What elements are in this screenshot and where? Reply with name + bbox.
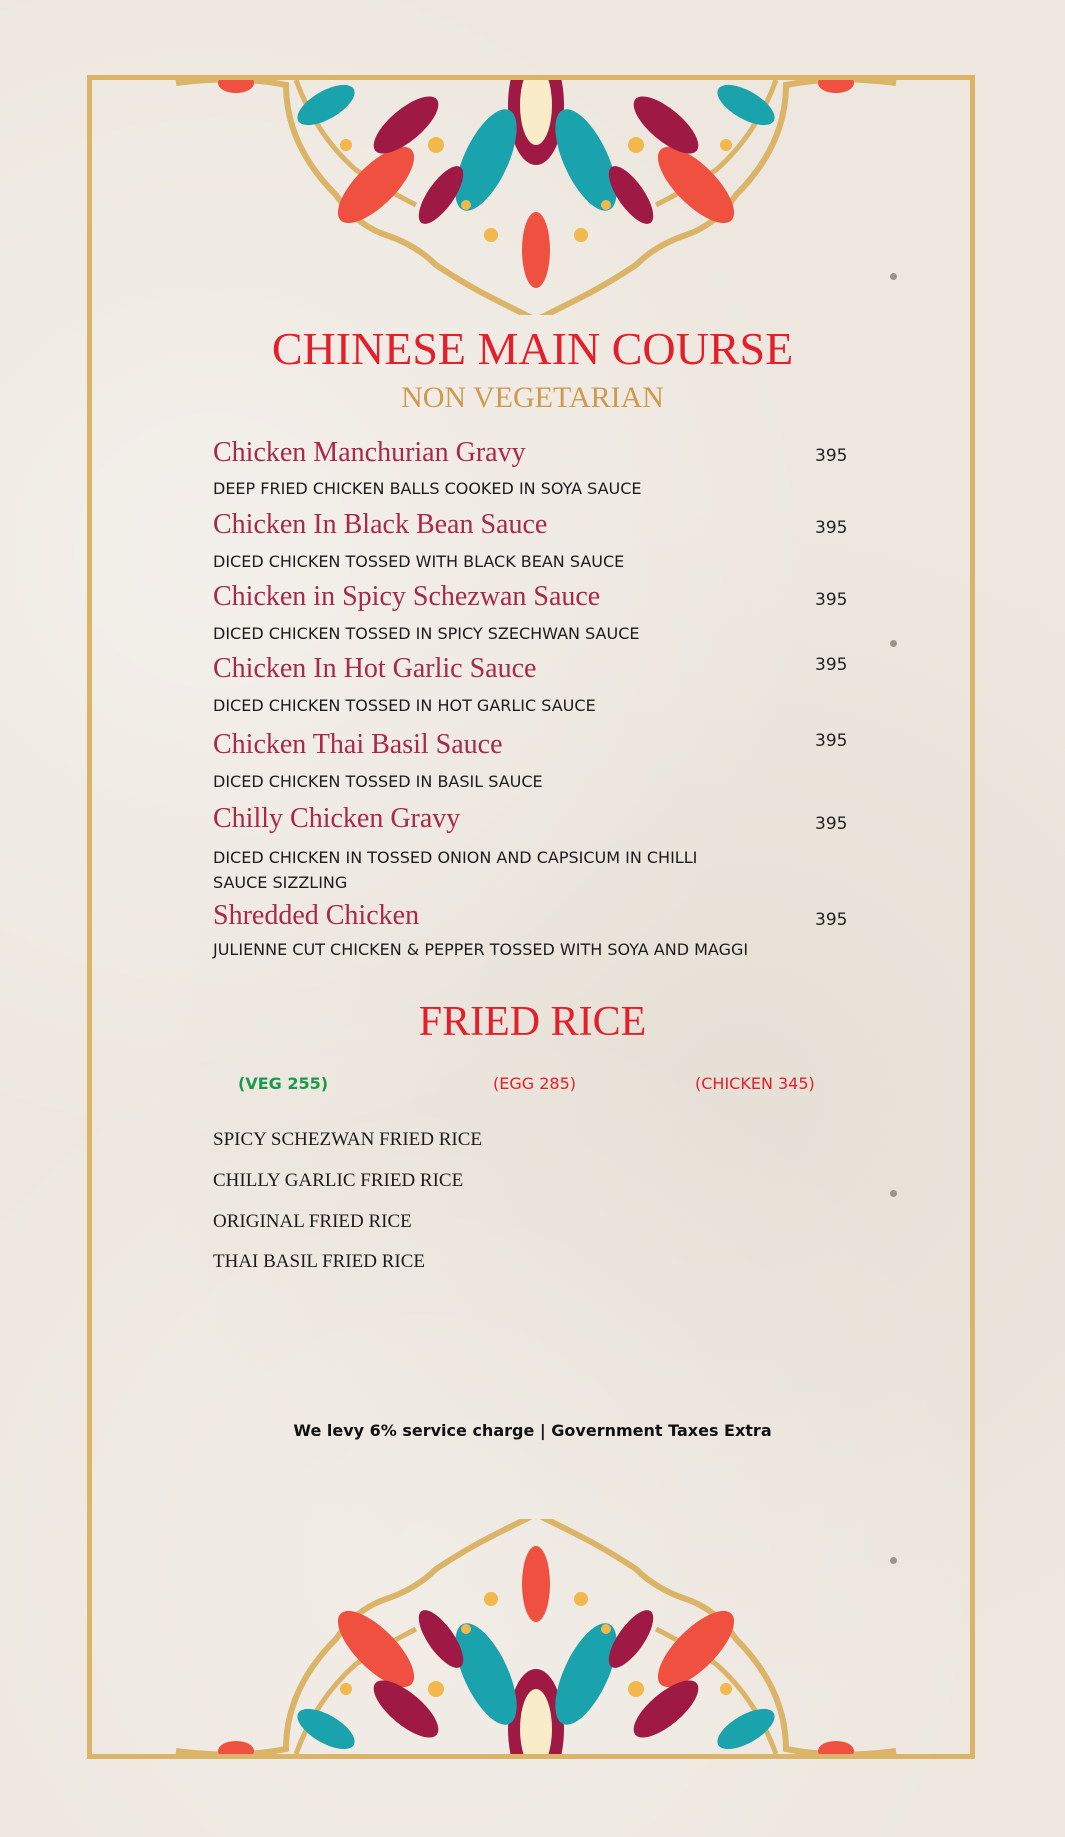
menu-item-name: Chicken In Hot Garlic Sauce	[213, 653, 537, 684]
menu-item-price: 395	[815, 910, 848, 930]
paper-speck	[890, 1190, 897, 1197]
menu-item-description: DICED CHICKEN TOSSED IN SPICY SZECHWAN SAUCE	[213, 624, 640, 643]
menu-subtitle: NON VEGETARIAN	[401, 381, 664, 414]
menu-item-name: Chilly Chicken Gravy	[213, 803, 461, 834]
menu-item-name: Chicken in Spicy Schezwan Sauce	[213, 581, 601, 612]
mandala-bottom-decoration	[92, 1519, 975, 1759]
menu-item-price: 395	[815, 590, 848, 610]
menu-item-name: Shredded Chicken	[213, 900, 420, 931]
menu-item-description: DICED CHICKEN TOSSED IN HOT GARLIC SAUCE	[213, 696, 596, 715]
menu-item-price: 395	[815, 655, 848, 675]
menu-item-price: 395	[815, 446, 848, 466]
menu-title: CHINESE MAIN COURSE	[271, 323, 794, 374]
menu-item-name: Chicken Manchurian Gravy	[213, 437, 526, 468]
menu-item-description: DICED CHICKEN TOSSED IN BASIL SAUCE	[213, 772, 543, 791]
fried-rice-title: FRIED RICE	[418, 999, 647, 1045]
menu-item-price: 395	[815, 731, 848, 751]
menu-item-description: DICED CHICKEN IN TOSSED ONION AND CAPSICUM IN CHILLI SAUCE SIZZLING	[213, 848, 698, 892]
fried-rice-item: THAI BASIL FRIED RICE	[213, 1251, 425, 1272]
chicken-price-option: (CHICKEN 345)	[695, 1074, 815, 1093]
paper-speck	[890, 640, 897, 647]
service-charge-note: We levy 6% service charge | Government Taxes Extra	[293, 1421, 772, 1440]
mandala-top-decoration	[92, 75, 975, 315]
paper-speck	[890, 1557, 897, 1564]
menu-item-description: DEEP FRIED CHICKEN BALLS COOKED IN SOYA SAUCE	[213, 479, 642, 498]
egg-price-option: (EGG 285)	[493, 1074, 577, 1093]
menu-item-name: Chicken In Black Bean Sauce	[213, 509, 548, 540]
veg-price-option: (VEG 255)	[238, 1074, 329, 1093]
menu-item-name: Chicken Thai Basil Sauce	[213, 729, 503, 760]
fried-rice-item: SPICY SCHEZWAN FRIED RICE	[213, 1129, 483, 1150]
menu-item-description: DICED CHICKEN TOSSED WITH BLACK BEAN SAUCE	[213, 552, 625, 571]
paper-speck	[890, 273, 897, 280]
fried-rice-item: ORIGINAL FRIED RICE	[213, 1211, 412, 1232]
menu-item-price: 395	[815, 814, 848, 834]
menu-item-price: 395	[815, 518, 848, 538]
menu-item-description: JULIENNE CUT CHICKEN & PEPPER TOSSED WITH SOYA AND MAGGI	[213, 940, 749, 959]
fried-rice-item: CHILLY GARLIC FRIED RICE	[213, 1170, 464, 1191]
